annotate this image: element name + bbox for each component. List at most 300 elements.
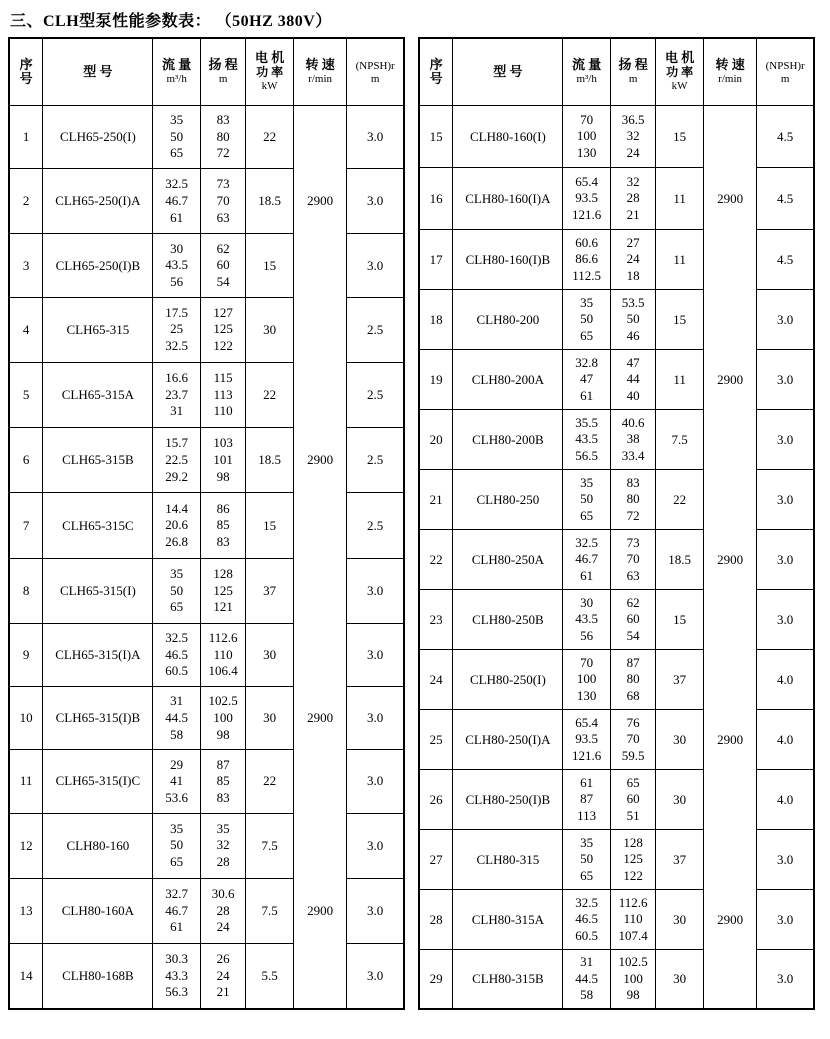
head-value: 86 [216,500,230,516]
cell-speed [293,813,347,878]
cell-npsh: 2.5 [347,362,404,427]
flow-value: 46.7 [575,551,599,567]
cell-model: CLH80-250B [453,590,563,650]
flow-value: 35.5 [575,414,599,430]
cell-flow [563,650,610,710]
cell-npsh: 4.0 [757,770,814,830]
cell-power: 22 [246,106,293,169]
cell-power: 18.5 [246,169,293,234]
cell-model: CLH65-315(I)B [43,687,153,750]
head-value: 28 [626,190,640,206]
head-value: 80 [626,491,640,507]
flow-value: 100 [576,671,597,687]
table-row [419,950,814,1010]
cell-power: 37 [246,558,293,623]
head-value: 80 [216,128,230,144]
cell-head [200,750,245,813]
cell-head [610,410,655,470]
header-npsh [347,38,404,106]
head-value: 21 [216,984,230,1000]
head-value: 59.5 [621,747,645,763]
flow-value: 93.5 [575,190,599,206]
cell-index: 7 [9,493,43,558]
head-value: 73 [216,176,230,192]
header-no-line2: 号 [429,71,443,86]
cell-power: 37 [656,830,703,890]
table-row [419,350,814,410]
flow-value: 16.6 [165,370,189,386]
cell-power: 7.5 [246,813,293,878]
flow-value: 113 [577,807,597,823]
cell-flow [153,944,200,1009]
table-row [419,106,814,168]
cell-speed [293,624,347,687]
header-flow [563,38,610,106]
table-row [419,290,814,350]
head-value: 21 [626,206,640,222]
cell-npsh: 3.0 [757,470,814,530]
table-row [9,558,404,623]
cell-index: 29 [419,950,453,1010]
cell-flow [563,590,610,650]
head-value: 112.6 [618,894,648,910]
flow-value: 58 [580,987,594,1003]
cell-npsh: 3.0 [347,234,404,297]
table-header-right [419,38,814,106]
head-value: 110 [213,646,233,662]
flow-value: 44.5 [575,970,599,986]
head-value: 40.6 [621,414,645,430]
cell-npsh: 2.5 [347,493,404,558]
table-row [9,297,404,362]
cell-power: 18.5 [656,530,703,590]
table-header-left [9,38,404,106]
head-value: 72 [626,507,640,523]
head-value: 121 [213,599,233,615]
head-value: 101 [213,452,233,468]
cell-index: 11 [9,750,43,813]
head-value: 103 [213,435,233,451]
cell-head [610,230,655,290]
flow-value: 61 [170,919,184,935]
flow-value: 50 [170,837,184,853]
cell-index: 26 [419,770,453,830]
cell-speed [703,290,757,350]
cell-index: 4 [9,297,43,362]
tables-container [0,37,830,1010]
cell-npsh: 3.0 [347,106,404,169]
head-value: 50 [626,311,640,327]
cell-index: 15 [419,106,453,168]
head-value: 73 [626,534,640,550]
table-body-left [9,106,404,1010]
table-row [9,428,404,493]
table-row [419,770,814,830]
flow-value: 61 [170,209,184,225]
head-value: 83 [216,789,230,805]
cell-power: 11 [656,168,703,230]
header-speed-unit: r/min [718,73,743,86]
cell-speed [293,750,347,813]
flow-value: 65.4 [575,714,599,730]
cell-head [610,590,655,650]
head-value: 47 [626,354,640,370]
cell-model: CLH80-160(I)A [453,168,563,230]
cell-flow [153,362,200,427]
header-no-line2: 号 [19,71,33,86]
cell-model: CLH80-160(I)B [453,230,563,290]
head-value: 70 [626,731,640,747]
header-no-line1: 序 [429,56,443,72]
cell-flow [153,813,200,878]
flow-value: 20.6 [165,517,189,533]
cell-model: CLH80-200 [453,290,563,350]
flow-value: 35 [170,112,184,128]
header-flow-label: 流 量 [572,57,602,73]
head-value: 30.6 [211,886,235,902]
head-value: 106.4 [208,663,238,679]
cell-head [200,169,245,234]
header-npsh-label: (NPSH)r [765,60,805,73]
cell-model: CLH80-250A [453,530,563,590]
head-value: 128 [623,834,643,850]
head-value: 85 [216,517,230,533]
flow-value: 50 [170,582,184,598]
cell-model: CLH80-250(I)A [453,710,563,770]
head-value: 33.4 [621,447,645,463]
head-value: 110 [213,403,233,419]
cell-head [200,878,245,943]
flow-value: 46.5 [575,911,599,927]
cell-speed [703,950,757,1010]
cell-power: 15 [246,234,293,297]
cell-npsh: 3.0 [347,750,404,813]
flow-value: 60.5 [575,927,599,943]
cell-npsh: 3.0 [347,624,404,687]
table-row [9,169,404,234]
head-value: 46 [626,327,640,343]
head-value: 26 [216,951,230,967]
header-flow-unit: m³/h [166,73,187,86]
cell-power: 7.5 [246,878,293,943]
cell-index: 22 [419,530,453,590]
cell-index: 12 [9,813,43,878]
table-row [419,168,814,230]
flow-value: 47 [580,371,594,387]
cell-power: 30 [656,950,703,1010]
flow-value: 56.5 [575,447,599,463]
cell-flow [153,624,200,687]
flow-value: 41 [170,773,184,789]
table-row [9,878,404,943]
flow-value: 100 [576,128,597,144]
cell-head [610,290,655,350]
page-title: 三、CLH型泵性能参数表： （50HZ 380V） [10,13,332,30]
cell-index: 24 [419,650,453,710]
cell-npsh: 4.5 [757,106,814,168]
head-value: 112.6 [208,630,238,646]
head-value: 24 [626,251,640,267]
cell-index: 19 [419,350,453,410]
cell-power: 18.5 [246,428,293,493]
flow-value: 60.5 [165,663,189,679]
header-flow [153,38,200,106]
head-value: 122 [213,338,233,354]
flow-value: 26.8 [165,533,189,549]
cell-head [610,950,655,1010]
flow-value: 44.5 [165,709,189,725]
cell-model: CLH80-168B [43,944,153,1009]
flow-value: 43.3 [165,967,189,983]
flow-value: 32.5 [165,630,189,646]
table-row [419,530,814,590]
cell-power: 15 [656,106,703,168]
table-row [9,234,404,297]
head-value: 70 [626,551,640,567]
flow-value: 35 [170,820,184,836]
header-head-label: 扬 程 [208,57,238,73]
cell-model: CLH80-250 [453,470,563,530]
header-head-unit: m [218,73,228,86]
cell-power: 5.5 [246,944,293,1009]
cell-head [610,710,655,770]
cell-flow [563,168,610,230]
head-value: 60 [626,611,640,627]
table-row [419,830,814,890]
head-value: 102.5 [618,954,648,970]
head-value: 83 [216,533,230,549]
cell-npsh: 3.0 [757,590,814,650]
cell-head [200,234,245,297]
flow-value: 70 [580,654,594,670]
head-value: 44 [626,371,640,387]
cell-flow [153,687,200,750]
table-row [9,106,404,169]
flow-value: 93.5 [575,731,599,747]
header-speed-label: 转 速 [715,57,745,73]
flow-value: 32.5 [575,894,599,910]
cell-model: CLH80-250(I)B [453,770,563,830]
pump-table-right [418,37,815,1010]
cell-flow [563,890,610,950]
flow-value: 31 [580,954,594,970]
cell-head [200,493,245,558]
cell-speed [293,106,347,169]
cell-power: 37 [656,650,703,710]
cell-speed [703,106,757,168]
cell-index: 28 [419,890,453,950]
cell-flow [153,428,200,493]
cell-head [200,362,245,427]
cell-index: 14 [9,944,43,1009]
cell-flow [563,950,610,1010]
head-value: 35 [216,820,230,836]
cell-index: 3 [9,234,43,297]
cell-speed [293,362,347,427]
cell-model: CLH80-315B [453,950,563,1010]
cell-model: CLH65-250(I)B [43,234,153,297]
table-row [419,590,814,650]
head-value: 100 [213,709,233,725]
table-row [9,493,404,558]
table-row [9,750,404,813]
cell-flow [563,470,610,530]
head-value: 115 [213,370,233,386]
cell-flow [563,230,610,290]
cell-speed [703,650,757,710]
flow-value: 25 [170,321,184,337]
flow-value: 35 [580,834,594,850]
cell-npsh: 4.0 [757,650,814,710]
cell-model: CLH65-315(I)C [43,750,153,813]
flow-value: 50 [580,851,594,867]
cell-speed [703,830,757,890]
head-value: 24 [626,144,640,160]
table-row [9,813,404,878]
head-value: 38 [626,431,640,447]
head-value: 65 [626,774,640,790]
flow-value: 65 [580,867,594,883]
header-npsh-unit: m [780,73,790,86]
cell-power: 30 [246,624,293,687]
flow-value: 31 [170,403,184,419]
cell-head [200,813,245,878]
cell-head [200,297,245,362]
flow-value: 30 [170,240,184,256]
flow-value: 46.5 [165,646,189,662]
table-row [419,650,814,710]
cell-speed [293,944,347,1009]
cell-model: CLH65-315C [43,493,153,558]
table-row [9,624,404,687]
header-speed-unit: r/min [308,73,333,86]
cell-index: 10 [9,687,43,750]
head-value: 36.5 [621,111,645,127]
cell-npsh: 3.0 [757,830,814,890]
cell-index: 5 [9,362,43,427]
flow-value: 30.3 [165,951,189,967]
cell-head [610,830,655,890]
cell-head [610,470,655,530]
head-value: 122 [623,867,643,883]
cell-model: CLH80-315A [453,890,563,950]
cell-flow [153,750,200,813]
pump-table-left [8,37,405,1010]
flow-value: 70 [580,111,594,127]
flow-value: 46.7 [165,193,189,208]
table-row [9,687,404,750]
cell-npsh: 3.0 [757,890,814,950]
cell-power: 7.5 [656,410,703,470]
cell-head [610,650,655,710]
cell-flow [563,106,610,168]
cell-index: 9 [9,624,43,687]
head-value: 32 [626,173,640,189]
flow-value: 43.5 [575,431,599,447]
cell-power: 30 [246,687,293,750]
header-power-unit: kW [261,80,278,93]
cell-power: 11 [656,350,703,410]
cell-npsh: 3.0 [757,290,814,350]
cell-npsh: 3.0 [347,169,404,234]
head-value: 62 [216,240,230,256]
flow-value: 50 [580,491,594,507]
cell-speed [703,410,757,470]
cell-index: 20 [419,410,453,470]
flow-value: 35 [170,565,184,581]
cell-power: 15 [656,590,703,650]
head-value: 125 [213,582,233,598]
cell-flow [563,350,610,410]
cell-head [610,770,655,830]
flow-value: 35 [580,474,594,490]
cell-index: 13 [9,878,43,943]
cell-model: CLH80-315 [453,830,563,890]
cell-npsh: 4.5 [757,168,814,230]
header-power [656,38,703,106]
cell-model: CLH80-200B [453,410,563,470]
cell-npsh: 3.0 [757,410,814,470]
head-value: 28 [216,854,230,869]
cell-npsh: 3.0 [757,530,814,590]
table-body-right [419,106,814,1010]
flow-value: 14.4 [165,500,189,516]
cell-power: 22 [656,470,703,530]
flow-value: 32.5 [575,534,599,550]
flow-value: 86.6 [575,251,599,267]
cell-power: 22 [246,750,293,813]
flow-value: 32.5 [165,176,189,192]
cell-head [200,106,245,169]
flow-value: 65 [170,599,184,615]
header-npsh-unit: m [370,73,380,86]
head-value: 87 [626,654,640,670]
flow-value: 65 [580,507,594,523]
header-power [246,38,293,106]
cell-speed [703,470,757,530]
cell-index: 6 [9,428,43,493]
header-no-line1: 序 [19,56,33,72]
header-speed [703,38,757,106]
cell-index: 27 [419,830,453,890]
cell-flow [563,290,610,350]
cell-head [200,428,245,493]
flow-value: 130 [576,687,597,703]
head-value: 54 [216,273,230,289]
header-no [9,38,43,106]
cell-model: CLH65-315 [43,297,153,362]
flow-value: 53.6 [165,789,189,805]
head-value: 40 [626,387,640,403]
head-value: 85 [216,773,230,789]
header-head [200,38,245,106]
head-value: 32 [626,128,640,144]
flow-value: 58 [170,726,184,742]
cell-model: CLH65-315(I) [43,558,153,623]
cell-head [610,530,655,590]
cell-index: 17 [419,230,453,290]
flow-value: 43.5 [575,611,599,627]
head-value: 68 [626,687,640,703]
cell-flow [153,297,200,362]
cell-npsh: 3.0 [757,950,814,1010]
cell-speed: 2900 [703,168,757,230]
cell-index: 1 [9,106,43,169]
cell-flow [563,770,610,830]
cell-speed: 2900 [703,530,757,590]
cell-power: 30 [656,890,703,950]
flow-value: 121.6 [572,747,602,763]
